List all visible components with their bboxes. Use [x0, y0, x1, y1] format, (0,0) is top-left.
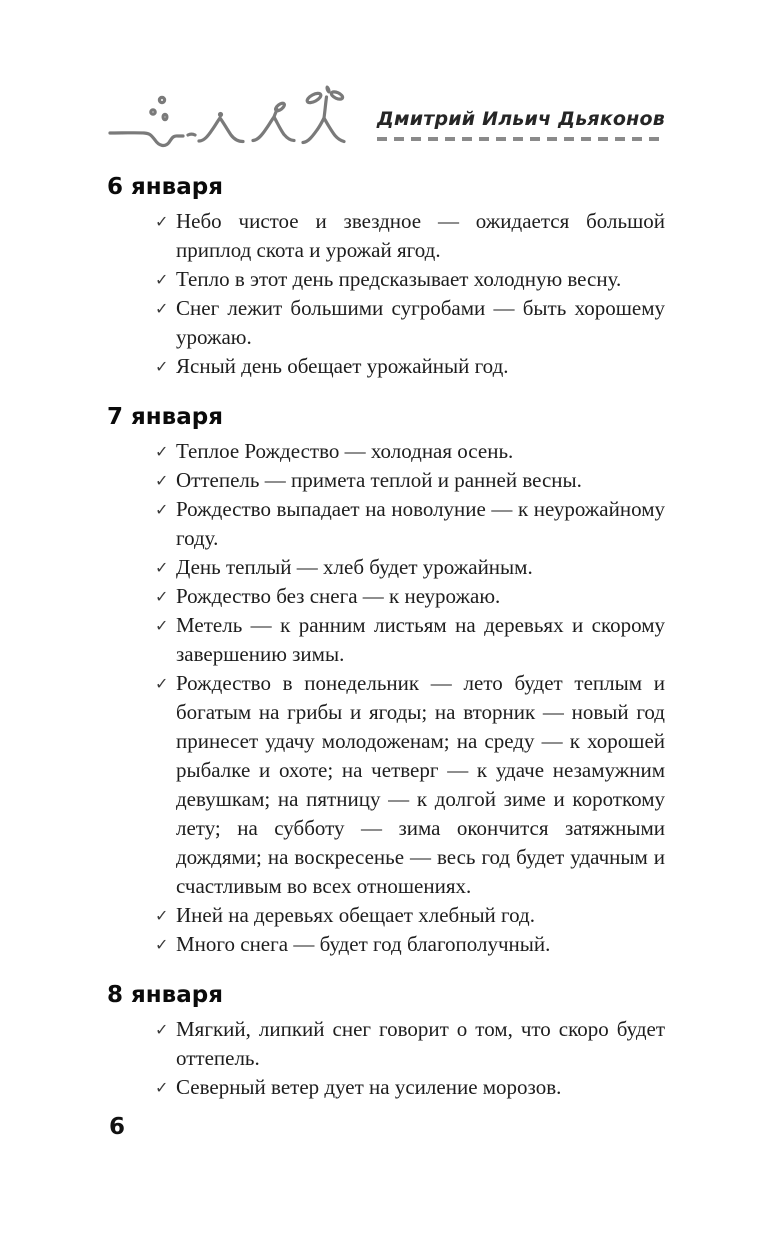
- omen-text: Ясный день обещает урожайный год.: [176, 354, 509, 378]
- check-icon: ✓: [155, 500, 169, 519]
- check-icon: ✓: [155, 212, 169, 231]
- omen-text: День теплый — хлеб будет урожайным.: [176, 555, 533, 579]
- section-heading: 6 января: [107, 174, 223, 200]
- omen-text: Снег лежит большими сугробами — быть хорошему урожаю.: [176, 296, 665, 349]
- page-number: 6: [109, 1114, 126, 1140]
- omen-list: [155, 437, 665, 959]
- omen-text: Оттепель — примета теплой и ранней весны.: [176, 468, 582, 492]
- omen-text: Северный ветер дует на усиление морозов.: [176, 1075, 562, 1099]
- list-item: [155, 582, 665, 611]
- check-icon: ✓: [155, 674, 169, 693]
- check-icon: ✓: [155, 616, 169, 635]
- omen-list: [155, 1015, 665, 1102]
- check-icon: ✓: [155, 270, 169, 289]
- omen-text: Мягкий, липкий снег говорит о том, что скоро будет оттепель.: [176, 1017, 665, 1070]
- check-icon: ✓: [155, 1020, 169, 1039]
- check-icon: ✓: [155, 357, 169, 376]
- list-item: [155, 265, 665, 294]
- check-icon: ✓: [155, 471, 169, 490]
- list-item: [155, 1015, 665, 1073]
- page-header: [107, 85, 665, 151]
- omen-text: Рождество выпадает на новолуние — к неурожайному году.: [176, 497, 665, 550]
- section-heading: 8 января: [107, 982, 223, 1008]
- check-icon: ✓: [155, 906, 169, 925]
- omen-text: Небо чистое и звездное — ожидается большой приплод скота и урожай ягод.: [176, 209, 665, 262]
- list-item: [155, 669, 665, 901]
- check-icon: ✓: [155, 935, 169, 954]
- list-item: [155, 901, 665, 930]
- author-name: Дмитрий Ильич Дьяконов: [376, 108, 665, 130]
- check-icon: ✓: [155, 299, 169, 318]
- omen-text: Иней на деревьях обещает хлебный год.: [176, 903, 535, 927]
- list-item: [155, 553, 665, 582]
- seed-sprout-growth-doodle-icon: [107, 85, 347, 151]
- section-january-7: [107, 404, 665, 959]
- check-icon: ✓: [155, 442, 169, 461]
- list-item: [155, 1073, 665, 1102]
- list-item: [155, 466, 665, 495]
- omen-text: Рождество в понедельник — лето будет теплым и богатым на грибы и ягоды; на вторник — новый год принесет удачу молодоженам; на среду — к хорошей рыбалке и охоте; на четверг — к удаче незамужним девушкам; на пятницу — к долгой зиме и короткому лету; на субботу — зима окончится затяжными дождями; на воскресенье — весь год будет удачным и счастливым во всех отношениях.: [176, 671, 665, 898]
- list-item: [155, 352, 665, 381]
- check-icon: ✓: [155, 1078, 169, 1097]
- dashed-rule: [377, 137, 665, 141]
- author-block: [377, 108, 665, 151]
- omen-text: Метель — к ранним листьям на деревьях и скорому завершению зимы.: [176, 613, 665, 666]
- list-item: [155, 207, 665, 265]
- section-heading: 7 января: [107, 404, 223, 430]
- section-january-6: [107, 174, 665, 381]
- check-icon: ✓: [155, 558, 169, 577]
- section-january-8: [107, 982, 665, 1102]
- omen-text: Много снега — будет год благополучный.: [176, 932, 551, 956]
- list-item: [155, 437, 665, 466]
- omen-text: Рождество без снега — к неурожаю.: [176, 584, 501, 608]
- omen-list: [155, 207, 665, 381]
- omen-text: Теплое Рождество — холодная осень.: [176, 439, 514, 463]
- list-item: [155, 930, 665, 959]
- omen-text: Тепло в этот день предсказывает холодную весну.: [176, 267, 622, 291]
- list-item: [155, 495, 665, 553]
- check-icon: ✓: [155, 587, 169, 606]
- list-item: [155, 294, 665, 352]
- list-item: [155, 611, 665, 669]
